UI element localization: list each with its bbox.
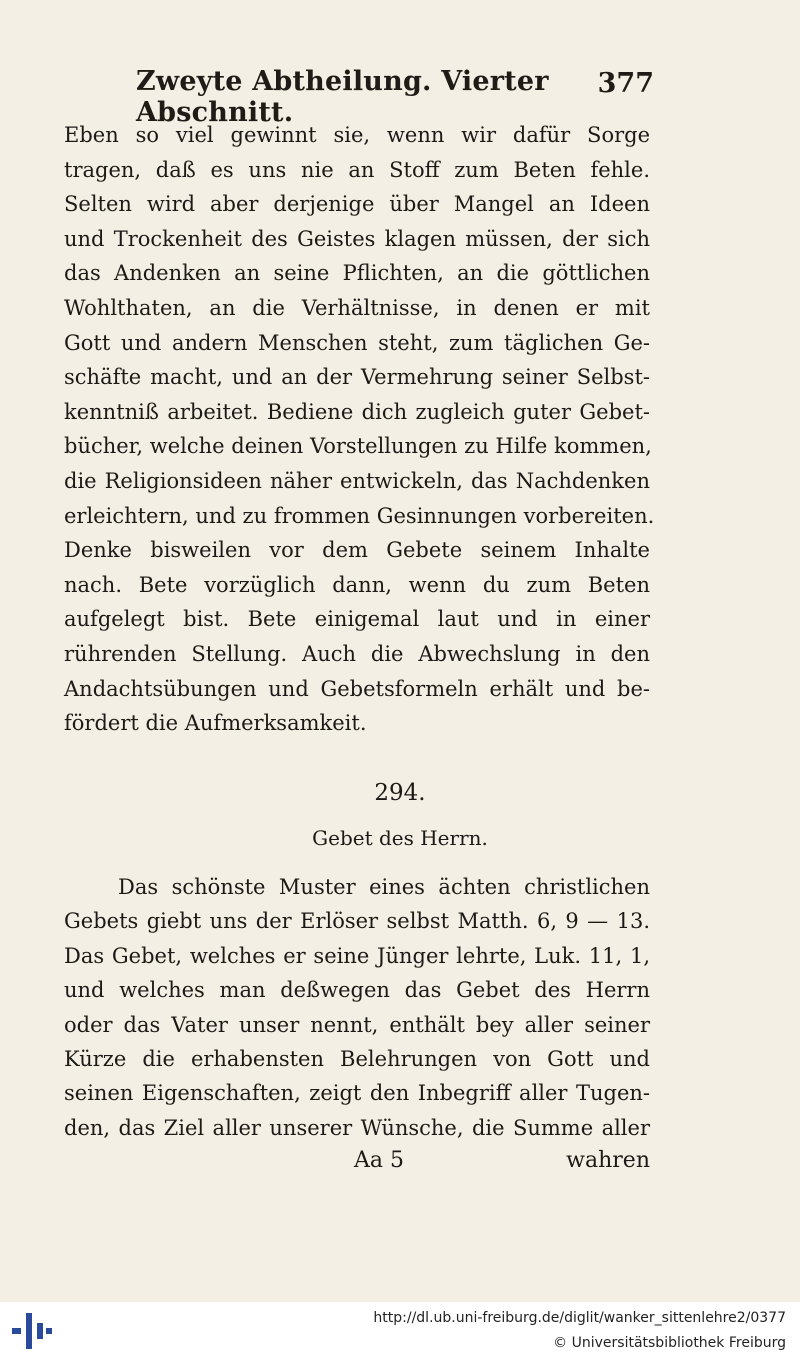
text-line: und Trockenheit des Geistes klagen müssen, der sich <box>64 226 650 251</box>
text-line: seinen Eigenschaften, zeigt den Inbegriff aller Tugen- <box>64 1081 650 1106</box>
text-line: erleichtern, und zu frommen Gesinnungen vorbereiten. <box>64 503 655 528</box>
text-line: rührenden Stellung. Auch die Abwechslung in den <box>64 641 650 666</box>
text-line: Selten wird aber derjenige über Mangel an Ideen <box>64 192 650 217</box>
catchword: wahren <box>566 1148 650 1173</box>
viewer-footer <box>0 1302 800 1360</box>
text-line: Eben so viel gewinnt sie, wenn wir dafür Sorge <box>64 123 650 147</box>
page-number: 377 <box>597 68 654 99</box>
text-line: das Andenken an seine Pflichten, an die göttlichen <box>64 261 650 286</box>
text-line: schäfte macht, und an der Vermehrung seiner Selbst- <box>64 365 650 390</box>
section-body-text <box>64 870 650 1145</box>
catchline <box>64 1144 650 1180</box>
text-line: Gott und andern Menschen steht, zum täglichen Ge- <box>64 330 650 355</box>
ub-freiburg-logo-icon[interactable] <box>12 1313 52 1349</box>
text-line: Wohlthaten, an die Verhältnisse, in denen er mit <box>64 295 650 320</box>
text-line: tragen, daß es uns nie an Stoff zum Beten fehle. <box>64 157 650 182</box>
body-text <box>64 118 655 741</box>
text-line: oder das Vater unser nennt, enthält bey aller seiner <box>64 1012 650 1037</box>
section-number: 294. <box>374 780 426 806</box>
text-line: aufgelegt bist. Bete einigemal laut und in einer <box>64 607 650 632</box>
text-line: Denke bisweilen vor dem Gebete seinem Inhalte <box>64 538 650 563</box>
copyright-notice: © Universitätsbibliothek Freiburg <box>553 1335 786 1351</box>
permalink-url[interactable]: http://dl.ub.uni-freiburg.de/diglit/wanker_sittenlehre2/0377 <box>373 1310 786 1326</box>
text-line: Das Gebet, welches er seine Jünger lehrte, Luk. 11, 1, <box>64 943 650 968</box>
text-line: kenntniß arbeitet. Bediene dich zugleich guter Gebet- <box>64 399 650 424</box>
text-line: Das schönste Muster eines ächten christlichen <box>118 875 650 899</box>
text-line: den, das Ziel aller unserer Wünsche, die Summe aller <box>64 1115 650 1140</box>
section-heading: Gebet des Herrn. <box>312 826 488 850</box>
text-line: bücher, welche deinen Vorstellungen zu Hilfe kommen, <box>64 434 652 459</box>
text-line: nach. Bete vorzüglich dann, wenn du zum Beten <box>64 572 650 597</box>
running-title: Zweyte Abtheilung. Vierter Abschnitt. <box>136 66 549 128</box>
running-head <box>136 60 656 128</box>
signature-mark: Aa 5 <box>354 1148 404 1173</box>
text-line: Kürze die erhabensten Belehrungen von Gott und <box>64 1046 650 1071</box>
text-line: fördert die Aufmerksamkeit. <box>64 711 367 736</box>
text-line: die Religionsideen näher entwickeln, das Nachdenken <box>64 468 650 493</box>
text-line: und welches man deßwegen das Gebet des Herrn <box>64 978 650 1003</box>
text-line: Gebets giebt uns der Erlöser selbst Matth. 6, 9 — 13. <box>64 909 650 934</box>
text-line: Andachtsübungen und Gebetsformeln erhält und be- <box>64 676 650 701</box>
